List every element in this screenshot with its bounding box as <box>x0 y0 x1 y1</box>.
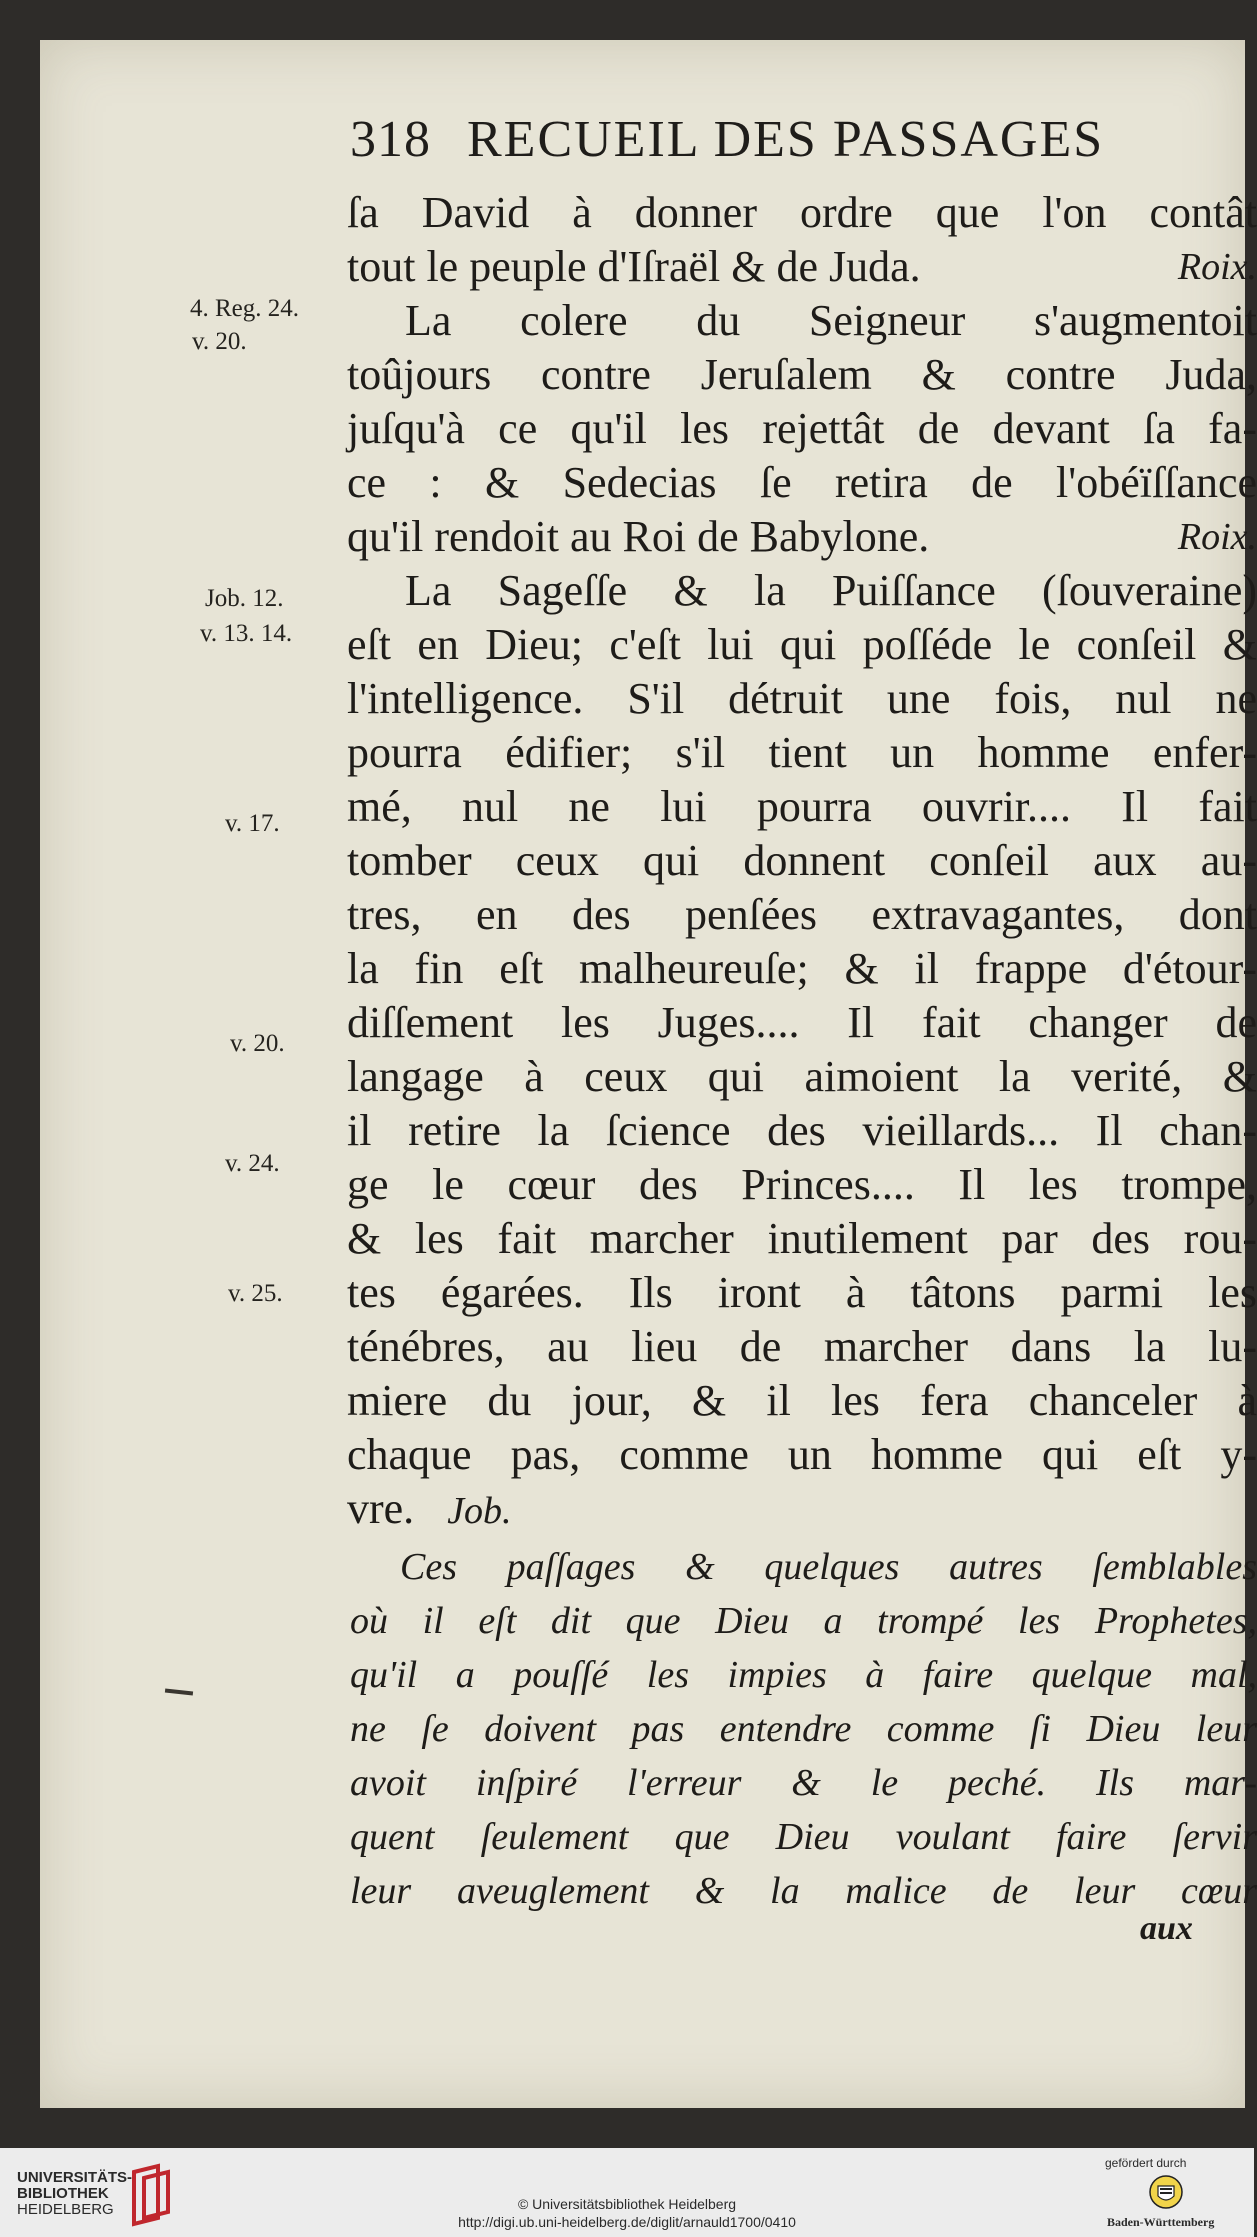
book-page <box>40 40 1257 2108</box>
text-line: juſqu'à ce qu'il les rejettât de devant ſa fa- <box>347 404 1257 453</box>
text-line: tes égarées. Ils iront à tâtons parmi les <box>347 1268 1257 1317</box>
commentary-line: Ces paſſages & quelques autres ſemblables <box>400 1546 1257 1588</box>
sponsor-name: Baden-Württemberg <box>1107 2215 1215 2229</box>
text-line: il retire la ſcience des vieillards... Il chan- <box>347 1106 1257 1155</box>
text-line-with-ref <box>347 240 1257 294</box>
text-line: mé, nul ne lui pourra ouvrir.... Il fait <box>347 782 1257 831</box>
commentary-line: ne ſe doivent pas entendre comme ſi Dieu leur <box>350 1708 1257 1750</box>
text-line-with-ref <box>347 510 1257 564</box>
margin-note: v. 20. <box>192 328 247 355</box>
text-line: pourra édifier; s'il tient un homme enfer- <box>347 728 1257 777</box>
commentary-line: quent ſeulement que Dieu voulant faire ſervir <box>350 1816 1257 1858</box>
sponsor-label: gefördert durch <box>1105 2156 1187 2170</box>
source-ref: Roix. <box>1177 516 1257 558</box>
text-line: l'intelligence. S'il détruit une fois, nul ne <box>347 674 1257 723</box>
running-head <box>350 110 1250 169</box>
commentary-line: avoit inſpiré l'erreur & le peché. Ils mar- <box>350 1762 1257 1804</box>
margin-note: v. 17. <box>225 810 280 837</box>
commentary-line: où il eſt dit que Dieu a trompé les Prophetes, <box>350 1600 1257 1642</box>
text-line: qu'il rendoit au Roi de Babylone. <box>347 512 930 561</box>
source-ref: Roix. <box>1177 246 1257 288</box>
text-line: vre. <box>347 1484 415 1533</box>
text-line: eſt en Dieu; c'eſt lui qui poſſéde le conſeil & <box>347 620 1257 669</box>
paragraph-start-line: La colere du Seigneur s'augmentoit <box>405 296 1257 345</box>
library-name-line: HEIDELBERG <box>17 2201 114 2218</box>
library-name-line: UNIVERSITÄTS- <box>17 2169 133 2186</box>
text-line: ténébres, au lieu de marcher dans la lu- <box>347 1322 1257 1371</box>
text-line: ce : & Sedecias ſe retira de l'obéïſſance <box>347 458 1257 507</box>
text-line: ſa David à donner ordre que l'on contât <box>347 188 1257 237</box>
page-number: 318 <box>350 111 431 168</box>
text-line: diſſement les Juges.... Il fait changer de <box>347 998 1257 1047</box>
text-line: tout le peuple d'Iſraël & de Juda. <box>347 242 921 291</box>
margin-note: v. 24. <box>225 1150 280 1177</box>
margin-note: 4. Reg. 24. <box>190 295 300 322</box>
text-line: ge le cœur des Princes.... Il les trompe, <box>347 1160 1257 1209</box>
text-line: chaque pas, comme un homme qui eſt y- <box>347 1430 1257 1479</box>
text-line: tres, en des penſées extravagantes, dont <box>347 890 1257 939</box>
catchword: aux <box>1140 1910 1193 1947</box>
source-url-link[interactable]: http://digi.ub.uni-heidelberg.de/diglit/arnauld1700/0410 <box>458 2214 796 2230</box>
margin-dash-mark <box>165 1689 193 1696</box>
text-line: langage à ceux qui aimoient la verité, & <box>347 1052 1257 1101</box>
commentary-line: leur aveuglement & la malice de leur cœur <box>350 1870 1257 1912</box>
margin-note: v. 20. <box>230 1030 285 1057</box>
library-name-line: BIBLIOTHEK <box>17 2185 109 2202</box>
text-line: toûjours contre Jeruſalem & contre Juda, <box>347 350 1257 399</box>
commentary-line: qu'il a pouſſé les impies à faire quelque mal, <box>350 1654 1257 1696</box>
margin-note: Job. 12. <box>205 585 284 612</box>
state-coat-of-arms-icon <box>1148 2174 1184 2210</box>
text-line: la fin eſt malheureuſe; & il frappe d'étour- <box>347 944 1257 993</box>
margin-note: v. 13. 14. <box>200 620 293 647</box>
text-line: & les fait marcher inutilement par des rou- <box>347 1214 1257 1263</box>
page-header-title: RECUEIL DES PASSAGES <box>467 111 1105 168</box>
text-line-with-ref <box>347 1482 1257 1538</box>
source-ref: Job. <box>447 1490 512 1532</box>
paragraph-start-line: La Sageſſe & la Puiſſance (ſouveraine) <box>405 566 1257 615</box>
copyright-notice: © Universitätsbibliothek Heidelberg <box>517 2196 737 2212</box>
text-line: miere du jour, & il les fera chanceler à <box>347 1376 1257 1425</box>
margin-note: v. 25. <box>228 1280 283 1307</box>
text-line: tomber ceux qui donnent conſeil aux au- <box>347 836 1257 885</box>
